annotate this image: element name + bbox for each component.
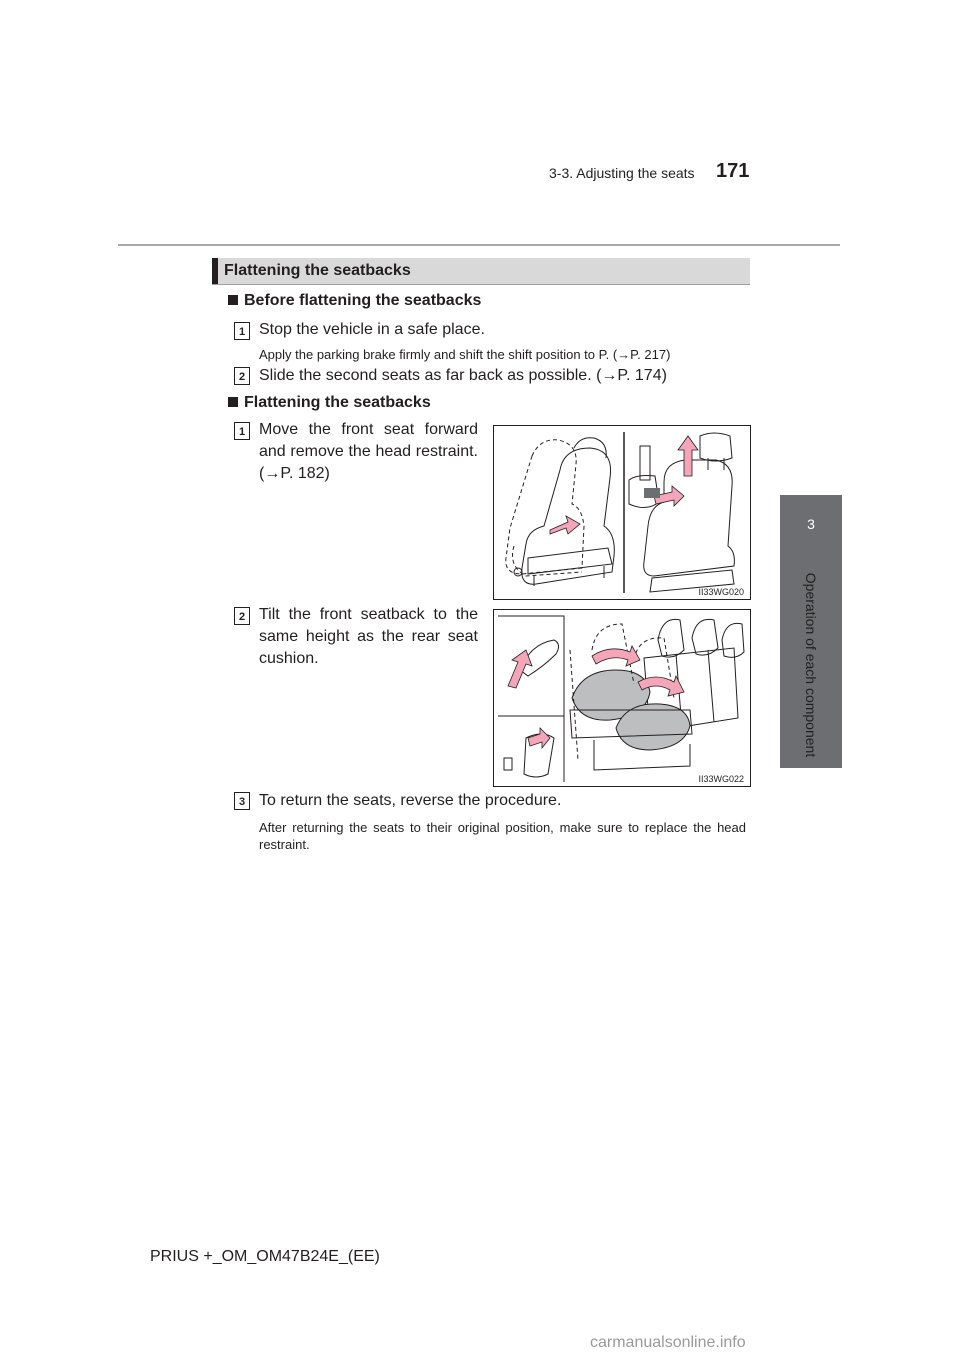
chapter-title: Operation of each component: [803, 572, 819, 758]
header-rule: [118, 244, 840, 246]
section-title: Flattening the seatbacks: [224, 262, 411, 279]
before-step-1-text: Stop the vehicle in a safe place.: [259, 321, 485, 338]
flattening-step-1-number: 1: [234, 422, 250, 440]
section-title-marker: [212, 258, 218, 284]
before-step-2-number: 2: [234, 367, 250, 385]
figure-head-restraint-removal: [493, 425, 751, 600]
seat-illustration-1: [494, 426, 750, 599]
bullet-square-icon: [228, 295, 238, 305]
flattening-heading: Flattening the seatbacks: [228, 394, 431, 412]
page-number: 171: [716, 160, 750, 182]
bullet-square-icon: [228, 397, 238, 407]
before-heading: Before flattening the seatbacks: [228, 292, 481, 310]
flattening-step-3-text: To return the seats, reverse the procedure.: [259, 792, 562, 809]
footer-doc-code: PRIUS +_OM_OM47B24E_(EE): [150, 1248, 380, 1265]
before-step-1-note: Apply the parking brake firmly and shift the shift position to P. (→P. 217): [259, 347, 671, 362]
seat-illustration-2: [494, 610, 750, 786]
header-section: 3-3. Adjusting the seats: [549, 165, 695, 181]
flattening-step-2-number: 2: [234, 607, 250, 625]
watermark: carmanualsonline.info: [590, 1334, 746, 1351]
flattening-step-1-text: Move the front seat forward and remove the head restraint. (→P. 182): [259, 421, 478, 482]
before-step-2-text: Slide the second seats as far back as possible. (→P. 174): [259, 367, 667, 384]
flattening-step-2-text: Tilt the front seatback to the same height as the rear seat cushion.: [259, 606, 478, 667]
flattening-step-3-number: 3: [234, 792, 250, 810]
figure-1-code: II33WG020: [698, 587, 744, 597]
chapter-number: 3: [807, 516, 815, 532]
before-step-1-number: 1: [234, 322, 250, 340]
figure-seatback-tilt: [493, 609, 751, 787]
flattening-step-3-note: After returning the seats to their original position, make sure to replace the head restraint.: [259, 820, 746, 852]
figure-2-code: II33WG022: [698, 774, 744, 784]
